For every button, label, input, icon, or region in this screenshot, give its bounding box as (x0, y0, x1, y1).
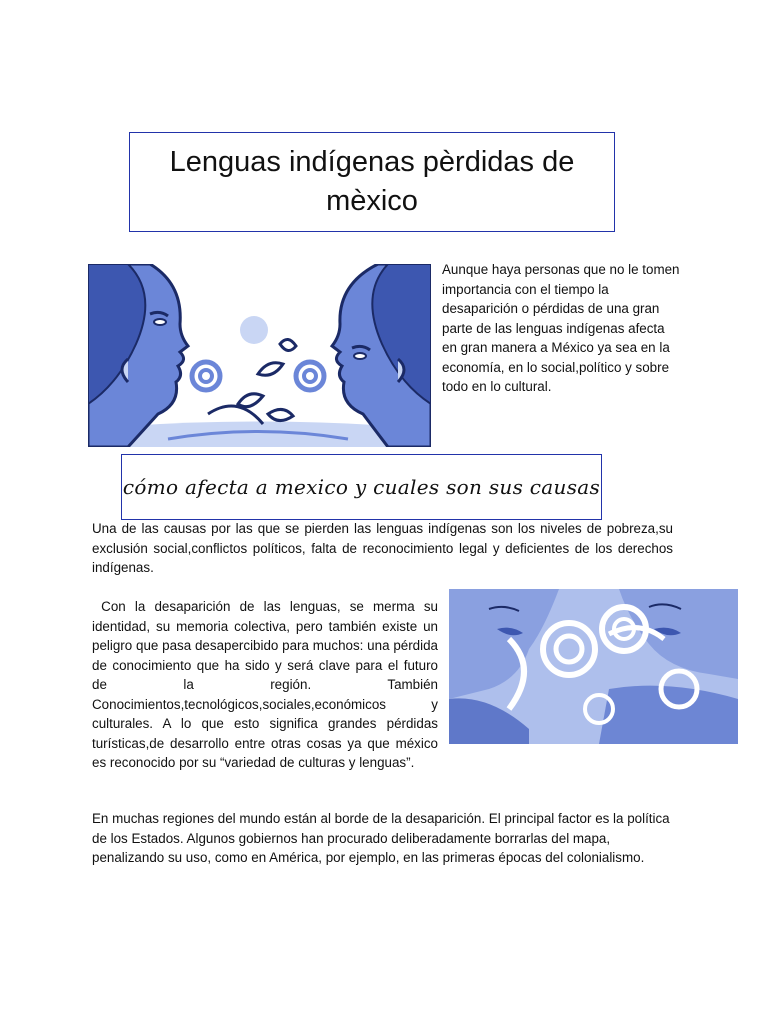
subtitle-box (121, 454, 602, 520)
document-title: Lenguas indígenas pèrdidas de mèxico (169, 146, 575, 217)
two-faces-illustration (88, 264, 431, 447)
paragraph-causes: Una de las causas por las que se pierden las lenguas indígenas son los niveles de pobreza,su exclusión social,conflictos políticos, falta de reconocimiento legal y deficientes de los derechos indígenas. (92, 521, 673, 575)
paragraph-regions: En muchas regiones del mundo están al borde de la desaparición. El principal factor es la política de los Estados. Algunos gobiernos han procurado deliberadamente borrarlas del mapa, penalizando su uso, como en América, por ejemplo, en las primeras épocas del colonialismo. (92, 811, 670, 865)
title-box (129, 132, 615, 232)
intro-paragraph: Aunque haya personas que no le tomen importancia con el tiempo la desaparición o pérdidas de una gran parte de las lenguas indígenas afecta en gran manera a México ya sea en la economía, en lo social,político y sobre todo en lo cultural. (442, 262, 680, 394)
section-subtitle: cómo afecta a mexico y cuales son sus causas (122, 475, 601, 499)
speaking-figures-illustration (449, 589, 738, 754)
paragraph-consequences: Con la desaparición de las lenguas, se merma su identidad, su memoria colectiva, pero también existe un peligro que pasa desapercibido para muchos: una pérdida de conocimiento que ha sido y será clave para el futuro de la región. También Conocimientos,tecnológicos,sociales,económicos y culturales. A lo que esto significa grandes pérdidas turísticas,de desarrollo entre otras cosas ya que méxico es reconocido por su “variedad de culturas y lenguas”. (92, 599, 438, 770)
